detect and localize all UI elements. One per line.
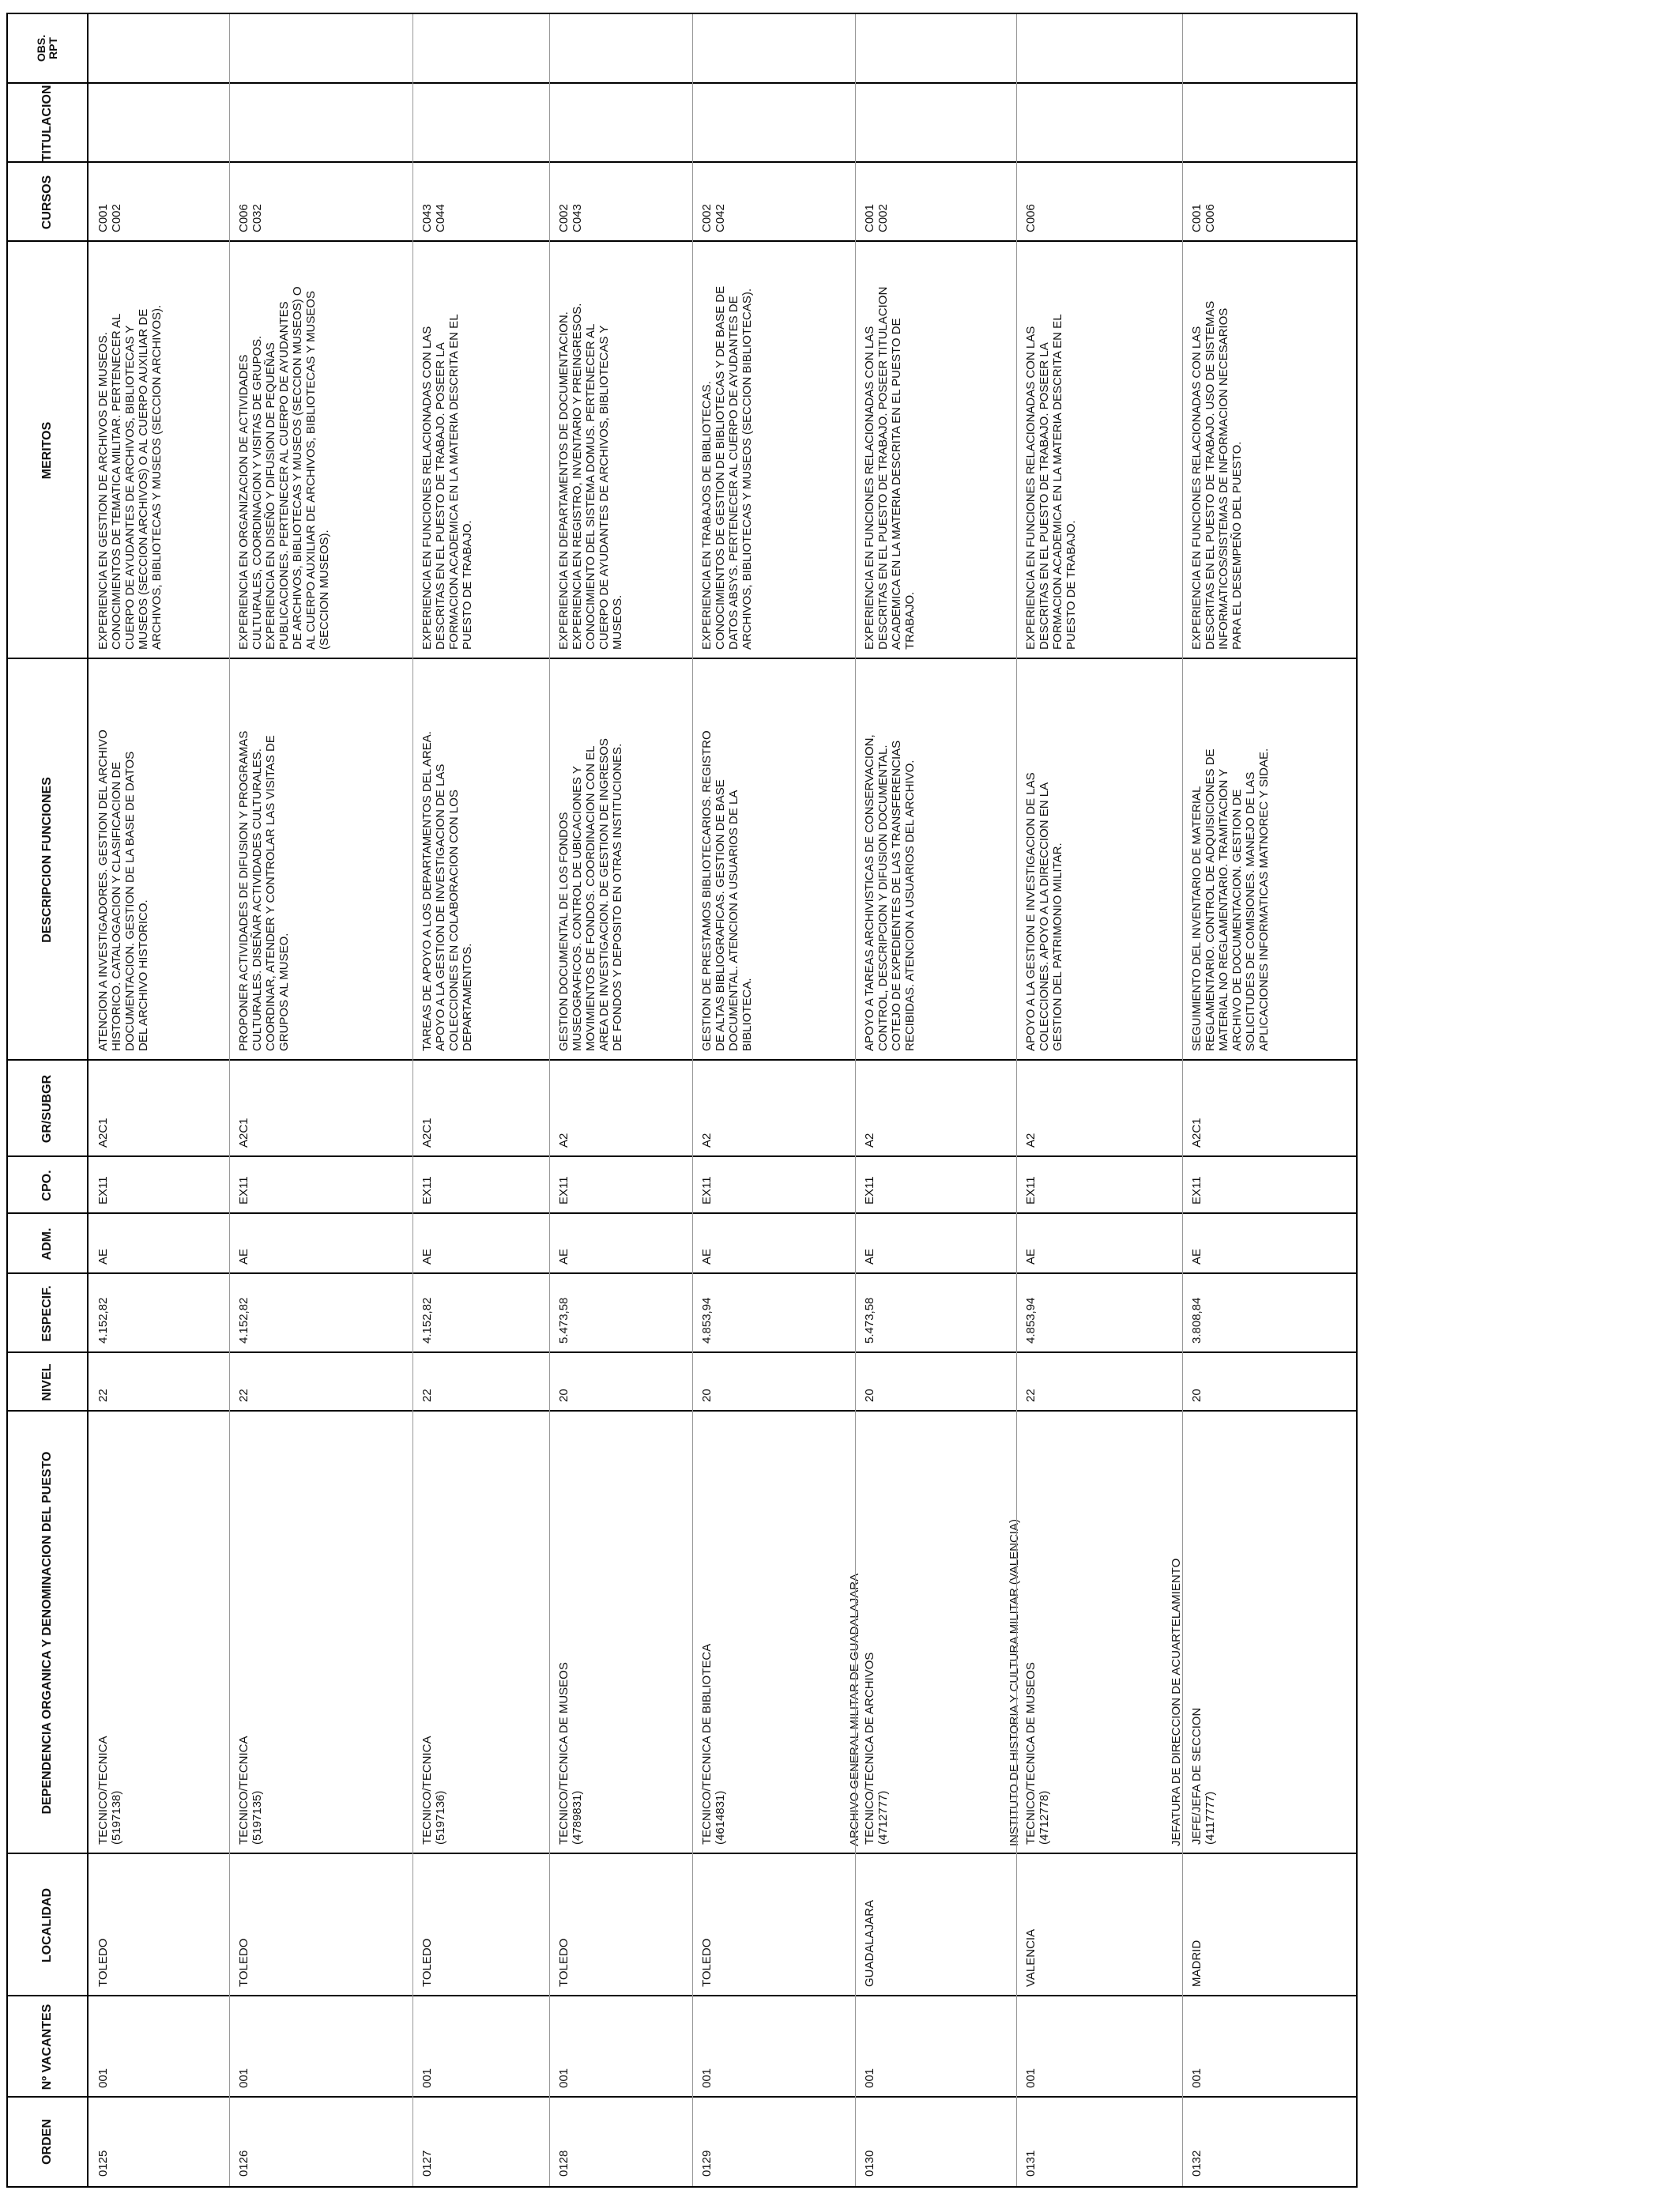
cell-cursos: C001 C002 [96, 204, 123, 232]
column-divider [8, 161, 1356, 163]
header-obs-rpt: OBS. RPT [35, 34, 59, 62]
cell-nivel: 22 [237, 1389, 250, 1402]
cell-grsubgr: A2 [1024, 1133, 1038, 1148]
cell-descripcion: APOYO A LA GESTION E INVESTIGACION DE LAS COLECCIONES. APOYO A LA DIRECCION EN LA GESTION DEL PATRIMONIO MILITAR. [1024, 772, 1064, 1051]
cell-grsubgr: A2 [557, 1133, 571, 1148]
cell-especif: 4.853,94 [700, 1297, 714, 1344]
cell-grsubgr: A2C1 [420, 1118, 434, 1148]
header-nivel: NIVEL [40, 1363, 54, 1401]
cell-meritos: EXPERIENCIA EN FUNCIONES RELACIONADAS CON LAS DESCRITAS EN EL PUESTO DE TRABAJO. POSEER LA FORMACION ACADEMICA EN LA MATERIA DESCRITA EN EL PUESTO DE TRABAJO. [420, 314, 474, 650]
cell-adm: AE [96, 1248, 110, 1265]
cell-especif: 4.152,82 [237, 1297, 250, 1344]
cell-nivel: 20 [557, 1389, 571, 1402]
cell-orden: 0127 [420, 2150, 434, 2177]
cell-localidad: TOLEDO [237, 1938, 250, 1987]
cell-puesto: JEFE/JEFA DE SECCION (4117777) [1190, 1707, 1217, 1845]
row-divider [855, 14, 856, 2186]
cell-cursos: C001 C006 [1190, 204, 1217, 232]
row-divider [229, 14, 230, 2186]
cell-puesto: TECNICO/TECNICA DE ARCHIVOS (4712777) [863, 1652, 890, 1845]
cell-cursos: C006 C032 [237, 204, 264, 232]
cell-nivel: 20 [863, 1389, 876, 1402]
group-label-jefatura-acuartelamiento: JEFATURA DE DIRECCION DE ACUARTELAMIENTO [1170, 1558, 1183, 1846]
cell-nivel: 20 [700, 1389, 714, 1402]
cell-especif: 3.808,84 [1190, 1297, 1203, 1344]
cell-adm: AE [700, 1248, 714, 1265]
cell-descripcion: PROPONER ACTIVIDADES DE DIFUSION Y PROGRAMAS CULTURALES. DISEÑAR ACTIVIDADES CULTURALES. COORDINAR, ATENDER Y CONTROLAR LAS VISITAS DE GRUPOS AL MUSEO. [237, 730, 291, 1051]
cell-vacantes: 001 [96, 2068, 110, 2088]
column-divider [8, 1995, 1356, 1996]
cell-grsubgr: A2 [863, 1133, 876, 1148]
column-divider [8, 658, 1356, 659]
cell-localidad: VALENCIA [1024, 1928, 1038, 1987]
cell-vacantes: 001 [557, 2068, 571, 2088]
cell-vacantes: 001 [863, 2068, 876, 2088]
cell-meritos: EXPERIENCIA EN ORGANIZACION DE ACTIVIDADES CULTURALES, COORDINACION Y VISITAS DE GRUPOS. EXPERIENCIA EN DISEÑO Y DIFUSION DE PEQUEÑAS PUBLICACIONES. PERTENECER AL CUERPO DE AYUDANTES DE ARCHIVOS, BIBLIOTECAS Y MUSEOS (SECCION MUSEOS) O AL CUERPO AUXILIAR DE ARCHIVOS, BIBLIOTECAS Y MUSEOS (SECCION MUSEOS). [237, 286, 331, 650]
cell-cpo: EX11 [700, 1176, 714, 1204]
cell-cpo: EX11 [557, 1176, 571, 1204]
cell-vacantes: 001 [1024, 2068, 1038, 2088]
header-adm: ADM. [40, 1227, 54, 1261]
cell-cursos: C006 [1024, 204, 1038, 232]
cell-descripcion: ATENCION A INVESTIGADORES. GESTION DEL ARCHIVO HISTORICO. CATALOGACION Y CLASIFICACION DE DOCUMENTACION. GESTION DE LA BASE DE DATOS DEL ARCHIVO HISTORICO. [96, 729, 150, 1051]
cell-cursos: C002 C042 [700, 204, 727, 232]
cell-descripcion: APOYO A TAREAS ARCHIVISTICAS DE CONSERVACION, CONTROL, DESCRIPCION Y DIFUSION DOCUMENTAL. COTEJO DE EXPEDIENTES DE LAS TRANSFERENCIAS RECIBIDAS. ATENCION A USUARIOS DEL ARCHIVO. [863, 734, 917, 1051]
row-divider [1016, 14, 1017, 2186]
header-cursos: CURSOS [40, 175, 54, 230]
cell-adm: AE [863, 1248, 876, 1265]
header-descripcion: DESCRIPCION FUNCIONES [40, 777, 54, 943]
cell-nivel: 22 [420, 1389, 434, 1402]
cell-vacantes: 001 [237, 2068, 250, 2088]
header-meritos: MERITOS [40, 421, 54, 480]
row-divider [412, 14, 413, 2186]
cell-vacantes: 001 [420, 2068, 434, 2088]
cell-descripcion: TAREAS DE APOYO A LOS DEPARTAMENTOS DEL AREA. APOYO A LA GESTION DE INVESTIGACION DE LAS COLECCIONES EN COLABORACION CON LOS DEPARTAMENTOS. [420, 731, 474, 1051]
cell-cpo: EX11 [1024, 1176, 1038, 1204]
group-label-instituto-valencia: INSTITUTO DE HISTORIA Y CULTURA MILITAR (VALENCIA) [1008, 1519, 1021, 1846]
cell-localidad: GUADALAJARA [863, 1899, 876, 1987]
column-divider [8, 1351, 1356, 1353]
header-vacantes: Nº VACANTES [40, 2004, 54, 2090]
cell-nivel: 22 [1024, 1389, 1038, 1402]
cell-vacantes: 001 [700, 2068, 714, 2088]
cell-meritos: EXPERIENCIA EN FUNCIONES RELACIONADAS CON LAS DESCRITAS EN EL PUESTO DE TRABAJO. POSEER TITULACION ACADEMICA EN LA MATERIA DESCRITA EN EL PUESTO DE TRABAJO. [863, 286, 917, 650]
cell-puesto: TECNICO/TECNICA DE MUSEOS (4789831) [557, 1662, 584, 1845]
cell-cpo: EX11 [1190, 1176, 1203, 1204]
column-divider [8, 1272, 1356, 1274]
column-divider [8, 1853, 1356, 1854]
cell-localidad: MADRID [1190, 1940, 1203, 1987]
cell-especif: 4.152,82 [96, 1297, 110, 1344]
cell-meritos: EXPERIENCIA EN TRABAJOS DE BIBLIOTECAS. CONOCIMIENTOS DE GESTION DE BIBLIOTECAS Y DE BASE DE DATOS ABSYS. PERTENECER AL CUERPO DE AYUDANTES DE ARCHIVOS, BIBLIOTECAS Y MUSEOS (SECCION BIBLIOTECAS). [700, 285, 754, 650]
cell-especif: 4.152,82 [420, 1297, 434, 1344]
column-divider [8, 2096, 1356, 2098]
positions-table [6, 13, 1358, 2188]
column-divider [8, 82, 1356, 84]
header-titulacion: TITULACION [40, 85, 54, 162]
cell-cpo: EX11 [420, 1176, 434, 1204]
cell-orden: 0128 [557, 2150, 571, 2177]
cell-localidad: TOLEDO [557, 1938, 571, 1987]
cell-grsubgr: A2C1 [1190, 1118, 1203, 1148]
cell-nivel: 22 [96, 1389, 110, 1402]
column-divider [8, 1410, 1356, 1412]
header-localidad: LOCALIDAD [40, 1887, 54, 1963]
cell-cursos: C002 C043 [557, 204, 584, 232]
cell-puesto: TECNICO/TECNICA (5197138) [96, 1736, 123, 1845]
cell-puesto: TECNICO/TECNICA DE BIBLIOTECA (4614831) [700, 1643, 727, 1845]
header-cpo: CPO. [40, 1170, 54, 1201]
cell-especif: 5.473,58 [863, 1297, 876, 1344]
cell-localidad: TOLEDO [700, 1938, 714, 1987]
cell-meritos: EXPERIENCIA EN FUNCIONES RELACIONADAS CON LAS DESCRITAS EN EL PUESTO DE TRABAJO. USO DE SISTEMAS INFORMATICOS/SISTEMAS DE INFORMACION NECESARIOS PARA EL DESEMPEÑO DEL PUESTO. [1190, 300, 1244, 650]
cell-cpo: EX11 [863, 1176, 876, 1204]
column-divider [8, 1155, 1356, 1157]
cell-puesto: TECNICO/TECNICA (5197136) [420, 1736, 447, 1845]
cell-meritos: EXPERIENCIA EN FUNCIONES RELACIONADAS CON LAS DESCRITAS EN EL PUESTO DE TRABAJO. POSEER LA FORMACION ACADEMICA EN LA MATERIA DESCRITA EN EL PUESTO DE TRABAJO. [1024, 314, 1078, 650]
cell-grsubgr: A2 [700, 1133, 714, 1148]
cell-orden: 0129 [700, 2150, 714, 2177]
group-label-archivo-guadalajara: ARCHIVO GENERAL MILITAR DE GUADALAJARA [848, 1573, 861, 1846]
cell-cursos: C043 C044 [420, 204, 447, 232]
cell-orden: 0126 [237, 2150, 250, 2177]
cell-especif: 4.853,94 [1024, 1297, 1038, 1344]
cell-orden: 0125 [96, 2150, 110, 2177]
header-divider [87, 14, 89, 2186]
cell-grsubgr: A2C1 [237, 1118, 250, 1148]
cell-adm: AE [237, 1248, 250, 1265]
cell-descripcion: GESTION DOCUMENTAL DE LOS FONDOS MUSEOGRAFICOS. CONTROL DE UBICACIONES Y MOVIMIENTOS DE FONDOS. COORDINACION CON EL AREA DE INVESTIGACION. DE GESTION DE INGRESOS DE FONDOS Y DEPOSITO EN OTRAS INSTITUCIONES. [557, 738, 624, 1051]
row-divider [549, 14, 550, 2186]
cell-nivel: 20 [1190, 1389, 1203, 1402]
header-especif: ESPECIF. [40, 1285, 54, 1342]
cell-puesto: TECNICO/TECNICA (5197135) [237, 1736, 264, 1845]
cell-orden: 0130 [863, 2150, 876, 2177]
cell-adm: AE [1024, 1248, 1038, 1265]
cell-orden: 0132 [1190, 2150, 1203, 2177]
header-orden: ORDEN [40, 2119, 54, 2165]
cell-grsubgr: A2C1 [96, 1118, 110, 1148]
cell-cpo: EX11 [237, 1176, 250, 1204]
cell-especif: 5.473,58 [557, 1297, 571, 1344]
cell-descripcion: GESTION DE PRESTAMOS BIBLIOTECARIOS. REGISTRO DE ALTAS BIBLIOGRAFICAS. GESTION DE BASE DOCUMENTAL. ATENCION A USUARIOS DE LA BIBLIOTECA. [700, 730, 754, 1051]
cell-adm: AE [420, 1248, 434, 1265]
cell-descripcion: SEGUIMIENTO DEL INVENTARIO DE MATERIAL REGLAMENTARIO. CONTROL DE ADQUISICIONES DE MATERIAL NO REGLAMENTARIO. TRAMITACION Y ARCHIVO DE DOCUMENTACION. GESTION DE SOLICITUDES DE COMISIONES. MANEJO DE LAS APLICACIONES INFORMATICAS MATNOREC Y SIDAE. [1190, 748, 1271, 1051]
cell-orden: 0131 [1024, 2150, 1038, 2177]
column-divider [8, 1059, 1356, 1061]
cell-localidad: TOLEDO [96, 1938, 110, 1987]
header-dependencia: DEPENDENCIA ORGANICA Y DENOMINACION DEL PUESTO [40, 1451, 54, 1815]
header-grsubgr: GR/SUBGR [40, 1074, 54, 1144]
cell-adm: AE [1190, 1248, 1203, 1265]
cell-cpo: EX11 [96, 1176, 110, 1204]
cell-meritos: EXPERIENCIA EN DEPARTAMENTOS DE DOCUMENTACION. EXPERIENCIA EN REGISTRO, INVENTARIO Y PREINGRESOS. CONOCIMIENTO DEL SISTEMA DOMUS. PERTENECER AL CUERPO DE AYUDANTES DE ARCHIVOS, BIBLIOTECAS Y MUSEOS. [557, 303, 624, 650]
cell-puesto: TECNICO/TECNICA DE MUSEOS (4712778) [1024, 1662, 1051, 1845]
cell-meritos: EXPERIENCIA EN GESTION DE ARCHIVOS DE MUSEOS. CONOCIMIENTOS DE TEMATICA MILITAR. PERTENECER AL CUERPO DE AYUDANTES DE ARCHIVOS, BIBLIOTECAS Y MUSEOS (SECCION ARCHIVOS) O AL CUERPO AUXILIAR DE ARCHIVOS, BIBLIOTECAS Y MUSEOS (SECCION ARCHIVOS). [96, 304, 164, 650]
cell-adm: AE [557, 1248, 571, 1265]
column-divider [8, 240, 1356, 242]
row-divider [1182, 14, 1183, 2186]
cell-cursos: C001 C002 [863, 204, 890, 232]
cell-localidad: TOLEDO [420, 1938, 434, 1987]
cell-vacantes: 001 [1190, 2068, 1203, 2088]
column-divider [8, 1212, 1356, 1214]
row-divider [692, 14, 693, 2186]
